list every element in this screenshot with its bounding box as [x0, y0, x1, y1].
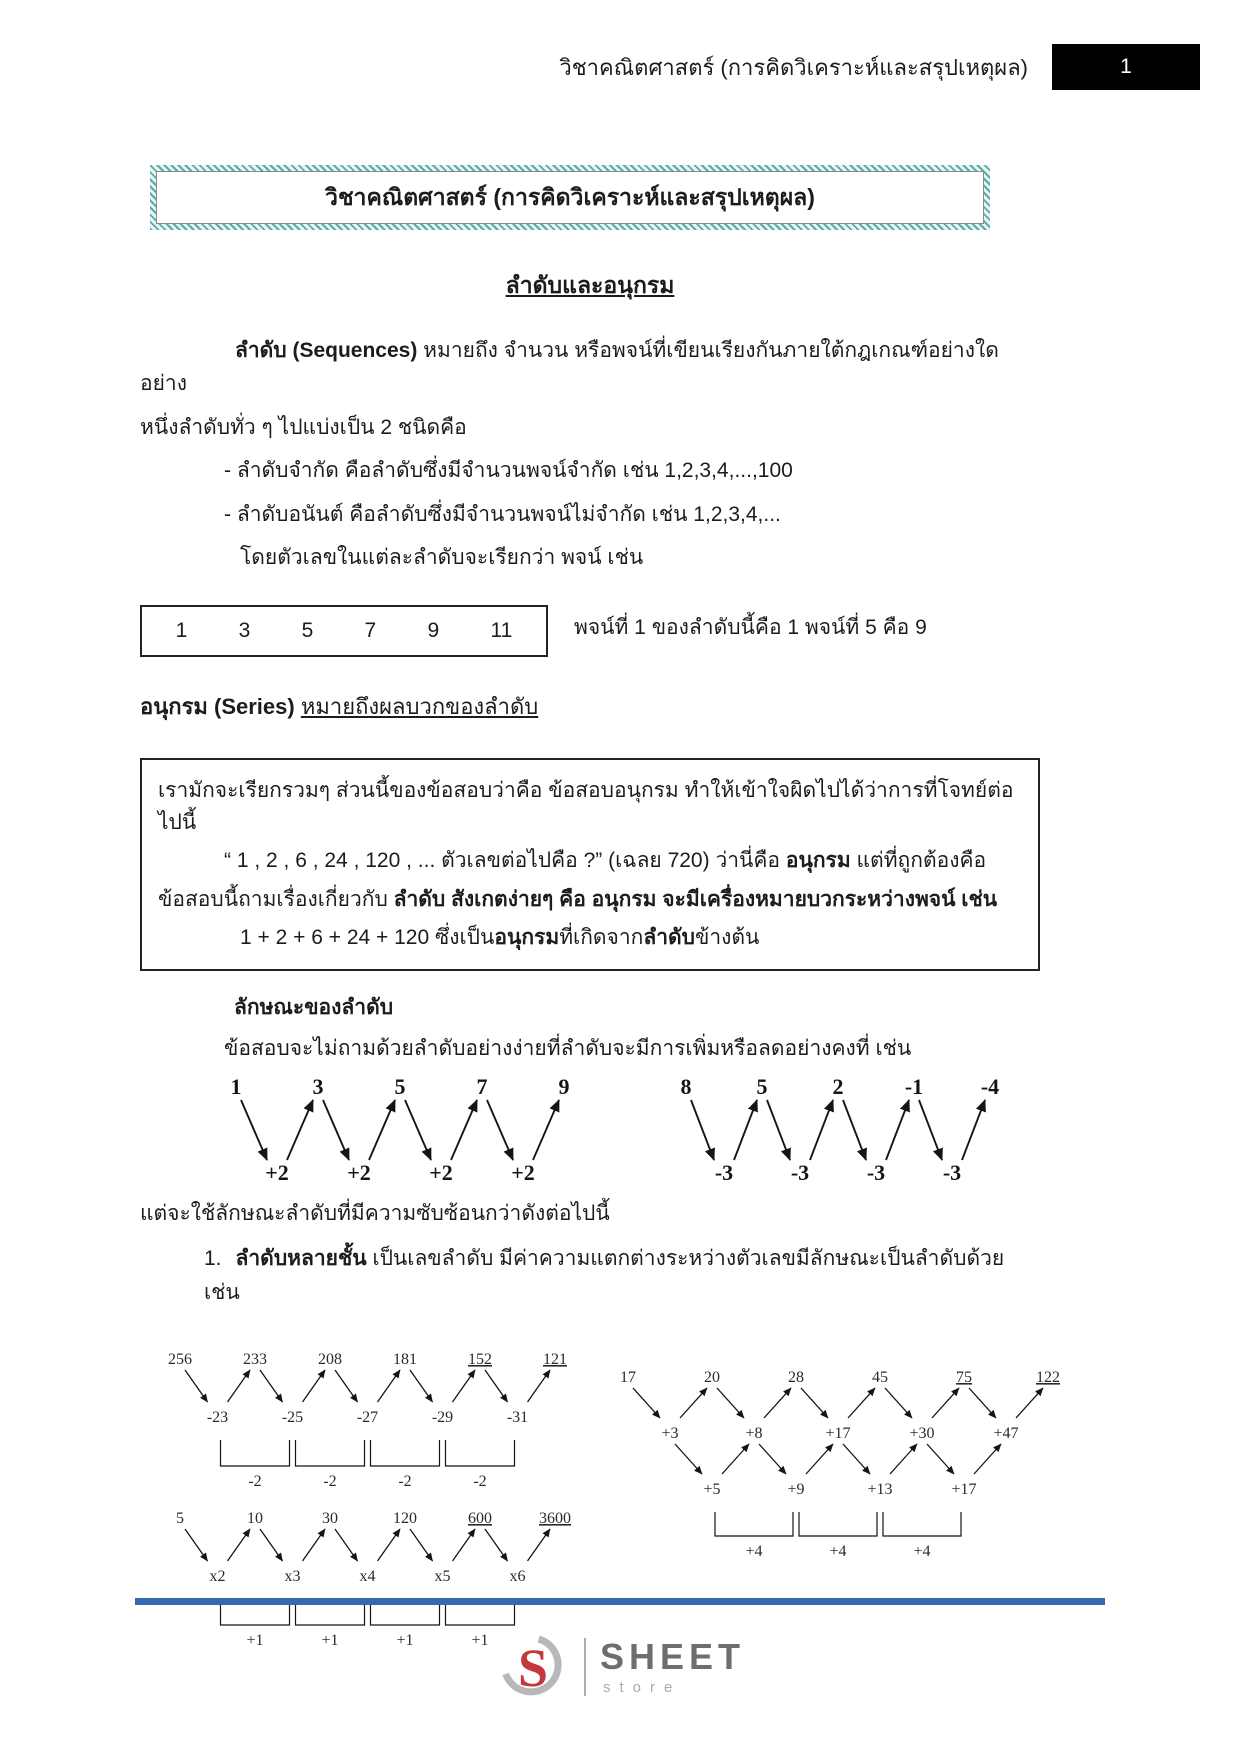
sequence-term: 5 [301, 619, 314, 643]
note-line-2-pre: “ 1 , 2 , 6 , 24 , 120 , ... ตัวเลขต่อไปคือ ?” (เฉลย 720) ว่านี่คือ [224, 849, 786, 873]
note-line-3-pre: ข้อสอบนี้ถามเรื่องเกี่ยวกับ [158, 887, 394, 911]
down-arrow [410, 1529, 433, 1561]
diagram-number: 10 [247, 1509, 263, 1527]
diagram-number: +5 [703, 1480, 721, 1498]
sheet-store-logo [0, 1630, 1241, 1704]
diagram-number: 121 [543, 1350, 567, 1368]
bracket [296, 1440, 365, 1466]
intro-term: ลำดับ (Sequences) [235, 338, 418, 362]
diagram-number: +47 [993, 1424, 1019, 1442]
intro-line-3: โดยตัวเลขในแต่ละลำดับจะเรียกว่า พจน์ เช่น [240, 546, 644, 570]
bracket [799, 1512, 877, 1536]
diagram-number: 5 [394, 1073, 406, 1099]
up-arrow [369, 1100, 395, 1160]
sequence-note: พจน์ที่ 1 ของลำดับนี้คือ 1 พจน์ที่ 5 คือ 9 [574, 616, 927, 640]
note-line-4-pre: 1 + 2 + 6 + 24 + 120 ซึ่งเป็น [240, 926, 495, 950]
up-arrow [962, 1100, 985, 1160]
down-arrow [843, 1444, 870, 1474]
up-arrow [378, 1529, 401, 1561]
down-arrow [919, 1100, 942, 1160]
intro-line-1 [140, 334, 1040, 401]
bracket [221, 1440, 290, 1466]
diagram-number: +2 [429, 1159, 453, 1185]
multi-a-diagram [140, 1350, 590, 1492]
down-arrow [843, 1100, 866, 1160]
diagram-number: 8 [680, 1073, 692, 1099]
note-line-3-bold: ลำดับ สังเกตง่ายๆ คือ อนุกรม จะมีเครื่องหมายบวกระหว่างพจน์ เช่น [393, 887, 998, 911]
diagram-number: -23 [206, 1408, 229, 1426]
diagram-number: 181 [393, 1350, 417, 1368]
diagram-number: 9 [558, 1073, 570, 1099]
sequence-term: 3 [238, 619, 251, 643]
up-arrow [528, 1370, 551, 1402]
title-box-text: วิชาคณิตศาสตร์ (การคิดวิเคราะห์และสรุปเหตุผล) [156, 171, 984, 224]
bracket [715, 1512, 793, 1536]
multilevel-diagram-c-host [598, 1368, 1068, 1569]
down-arrow [717, 1388, 744, 1418]
sequence-box [140, 605, 548, 657]
down-arrow [675, 1444, 702, 1474]
diagram-number: +9 [787, 1480, 805, 1498]
diagram-number: 2 [832, 1073, 844, 1099]
down-arrow [969, 1388, 996, 1418]
up-arrow [528, 1529, 551, 1561]
up-arrow [734, 1100, 757, 1160]
up-arrow [228, 1529, 251, 1561]
footer-divider-line [135, 1598, 1105, 1605]
up-arrow [228, 1370, 251, 1402]
up-arrow [680, 1388, 707, 1418]
diagram-number: x2 [209, 1567, 226, 1585]
up-arrow [287, 1100, 313, 1160]
diagram-number: 3 [312, 1073, 324, 1099]
diagram-number: 600 [468, 1509, 492, 1527]
up-arrow [810, 1100, 833, 1160]
item-1-term: ลำดับหลายชั้น [235, 1247, 367, 1271]
multi-c-diagram [598, 1368, 1068, 1564]
down-arrow [323, 1100, 349, 1160]
item-1-line [140, 1242, 1040, 1309]
intro-line-1-rest: หมายถึง จำนวน หรือพจน์ที่เขียนเรียงกันภายใต้กฎเกณฑ์อย่างใดอย่าง [140, 338, 999, 396]
diagram-number: -29 [431, 1408, 454, 1426]
diagram-number: 30 [322, 1509, 338, 1527]
down-arrow [405, 1100, 431, 1160]
note-line-4-mid: ที่เกิดจาก [559, 926, 644, 950]
up-arrow [848, 1388, 875, 1418]
note-line-2 [158, 845, 1022, 877]
down-arrow [885, 1388, 912, 1418]
up-arrow [974, 1444, 1001, 1474]
diagram-number: 256 [168, 1350, 192, 1368]
bracket-label: -2 [248, 1472, 262, 1490]
down-arrow [767, 1100, 790, 1160]
up-arrow [453, 1370, 476, 1402]
intro-bullet-2: - ลำดับอนันต์ คือลำดับซึ่งมีจำนวนพจน์ไม่จำกัด เช่น 1,2,3,4,... [224, 502, 781, 526]
bracket-label: -2 [398, 1472, 412, 1490]
down-arrow [633, 1388, 660, 1418]
diagram-number: -25 [281, 1408, 304, 1426]
diagram-number: 17 [620, 1368, 636, 1386]
diagram-number: -3 [942, 1159, 962, 1185]
up-arrow [451, 1100, 477, 1160]
down-arrow [801, 1388, 828, 1418]
intro-line-2: หนึ่งลำดับทั่ว ๆ ไปแบ่งเป็น 2 ชนิดคือ [140, 415, 467, 439]
up-arrow [932, 1388, 959, 1418]
series-definition: หมายถึงผลบวกของลำดับ [300, 694, 539, 720]
note-line-1: เรามักจะเรียกรวมๆ ส่วนนี้ของข้อสอบว่าคือ ข้อสอบอนุกรม ทำให้เข้าใจผิดไปได้ว่าการที่โจทย์ต่อไปนี้ [158, 779, 1014, 834]
sequence-term: 11 [490, 619, 513, 643]
multilevel-diagrams [140, 1350, 1060, 1656]
simple-sequence-diagrams [140, 1070, 1040, 1195]
down-arrow [485, 1529, 508, 1561]
note-line-3 [158, 884, 1022, 916]
bracket-label: +4 [745, 1542, 763, 1560]
diagram-number: -3 [790, 1159, 810, 1185]
diagram-number: -3 [714, 1159, 734, 1185]
down-arrow [410, 1370, 433, 1402]
down-arrow [759, 1444, 786, 1474]
diagram-number: +17 [825, 1424, 851, 1442]
title-box [150, 165, 990, 230]
characteristics-heading: ลักษณะของลำดับ [234, 995, 394, 1019]
sequence-term: 9 [427, 619, 440, 643]
series-term: อนุกรม (Series) [140, 694, 295, 720]
diagram-number: 7 [476, 1073, 488, 1099]
diagram-number: 20 [704, 1368, 720, 1386]
diagram-number: -31 [506, 1408, 529, 1426]
note-line-4-bold1: อนุกรม [494, 926, 560, 950]
diagram-number: -27 [356, 1408, 379, 1426]
diagram-number: 45 [872, 1368, 888, 1386]
up-arrow [303, 1529, 326, 1561]
up-arrow [722, 1444, 749, 1474]
down-arrow [185, 1529, 208, 1561]
diagram-number: x4 [359, 1567, 376, 1585]
diagram-number: +3 [661, 1424, 679, 1442]
diagram-number: 75 [956, 1368, 972, 1386]
bracket-label: -2 [323, 1472, 337, 1490]
diagram-number: 208 [318, 1350, 342, 1368]
down-arrow [487, 1100, 513, 1160]
note-line-2-bold: อนุกรม [785, 849, 851, 873]
logo-brand-sub: store [602, 1678, 682, 1696]
diagram-number: 5 [176, 1509, 184, 1527]
note-line-4-bold2: ลำดับ [643, 926, 696, 950]
diagram-number: -3 [866, 1159, 886, 1185]
down-arrow [260, 1370, 283, 1402]
simple-plus-diagram [188, 1070, 588, 1190]
series-definition-line [140, 689, 1040, 724]
header-title: วิชาคณิตศาสตร์ (การคิดวิเคราะห์และสรุปเหตุผล) [559, 54, 1028, 80]
bracket-label: +4 [913, 1542, 931, 1560]
bracket-label: +1 [321, 1631, 339, 1649]
diagram-number: 120 [393, 1509, 417, 1527]
diagram-number: +30 [909, 1424, 935, 1442]
logo-s-icon [496, 1630, 570, 1704]
up-arrow [806, 1444, 833, 1474]
characteristics-line: ข้อสอบจะไม่ถามด้วยลำดับอย่างง่ายที่ลำดับจะมีการเพิ่มหรือลดอย่างคงที่ เช่น [224, 1037, 912, 1061]
diagram-number: 152 [468, 1350, 492, 1368]
up-arrow [303, 1370, 326, 1402]
diagram-number: 1 [230, 1073, 242, 1099]
sequence-example-row [140, 605, 1040, 657]
complex-intro-line: แต่จะใช้ลักษณะลำดับที่มีความซับซ้อนกว่าดังต่อไปนี้ [140, 1201, 610, 1225]
logo-text [599, 1635, 746, 1696]
up-arrow [533, 1100, 559, 1160]
diagram-number: +2 [347, 1159, 371, 1185]
diagram-number: 5 [756, 1073, 768, 1099]
item-1-rest: เป็นเลขลำดับ มีค่าความแตกต่างระหว่างตัวเลขมีลักษณะเป็นลำดับด้วย เช่น [204, 1247, 1005, 1304]
diagram-number: 28 [788, 1368, 804, 1386]
item-1-number: 1. [204, 1247, 222, 1271]
diagram-number: -1 [904, 1073, 924, 1099]
bracket-label: +1 [471, 1631, 489, 1649]
diagram-number: 122 [1036, 1368, 1060, 1386]
multilevel-right-column [598, 1368, 1068, 1656]
down-arrow [260, 1529, 283, 1561]
down-arrow [185, 1370, 208, 1402]
section-heading: ลำดับและอนุกรม [505, 271, 675, 298]
down-arrow [335, 1529, 358, 1561]
logo-letter: S [517, 1638, 549, 1698]
bracket-label: -2 [473, 1472, 487, 1490]
note-line-4-post: ข้างต้น [695, 926, 760, 950]
diagram-number: x6 [509, 1567, 526, 1585]
bracket-label: +1 [396, 1631, 414, 1649]
up-arrow [764, 1388, 791, 1418]
diagram-number: 3600 [539, 1509, 571, 1527]
bracket [446, 1440, 515, 1466]
note-line-2-post: แต่ที่ถูกต้องคือ [850, 849, 987, 873]
diagram-number: +2 [511, 1159, 535, 1185]
diagram-number: -4 [980, 1073, 1000, 1099]
diagram-number: +13 [867, 1480, 893, 1498]
down-arrow [485, 1370, 508, 1402]
diagram-number: 233 [243, 1350, 267, 1368]
bracket [883, 1512, 961, 1536]
minus3-sequence-diagram-host [644, 1070, 1004, 1195]
multilevel-left-column [140, 1350, 590, 1656]
note-box [140, 758, 1040, 971]
bracket-label: +1 [246, 1631, 264, 1649]
bracket-label: +4 [829, 1542, 847, 1560]
logo-brand: SHEET [599, 1635, 746, 1677]
plus2-sequence-diagram-host [188, 1070, 588, 1195]
diagram-number: x5 [434, 1567, 451, 1585]
diagram-number: x3 [284, 1567, 301, 1585]
down-arrow [927, 1444, 954, 1474]
logo-divider [584, 1638, 586, 1696]
bracket [371, 1440, 440, 1466]
page-number-badge: 1 [1052, 44, 1200, 90]
sequence-term: 1 [175, 619, 188, 643]
diagram-number: +2 [265, 1159, 289, 1185]
multilevel-diagram-a-host [140, 1350, 590, 1497]
up-arrow [453, 1529, 476, 1561]
document-body [140, 165, 1060, 1656]
down-arrow [241, 1100, 267, 1160]
page-header [0, 44, 1200, 90]
down-arrow [335, 1370, 358, 1402]
up-arrow [890, 1444, 917, 1474]
sequence-term: 7 [364, 619, 377, 643]
intro-bullet-1: - ลำดับจำกัด คือลำดับซึ่งมีจำนวนพจน์จำกัด เช่น 1,2,3,4,...,100 [224, 459, 793, 483]
up-arrow [886, 1100, 909, 1160]
down-arrow [691, 1100, 714, 1160]
note-line-4 [158, 922, 1022, 954]
up-arrow [1016, 1388, 1043, 1418]
diagram-number: +8 [745, 1424, 763, 1442]
up-arrow [378, 1370, 401, 1402]
diagram-number: +17 [951, 1480, 977, 1498]
simple-minus-diagram [644, 1070, 1004, 1190]
